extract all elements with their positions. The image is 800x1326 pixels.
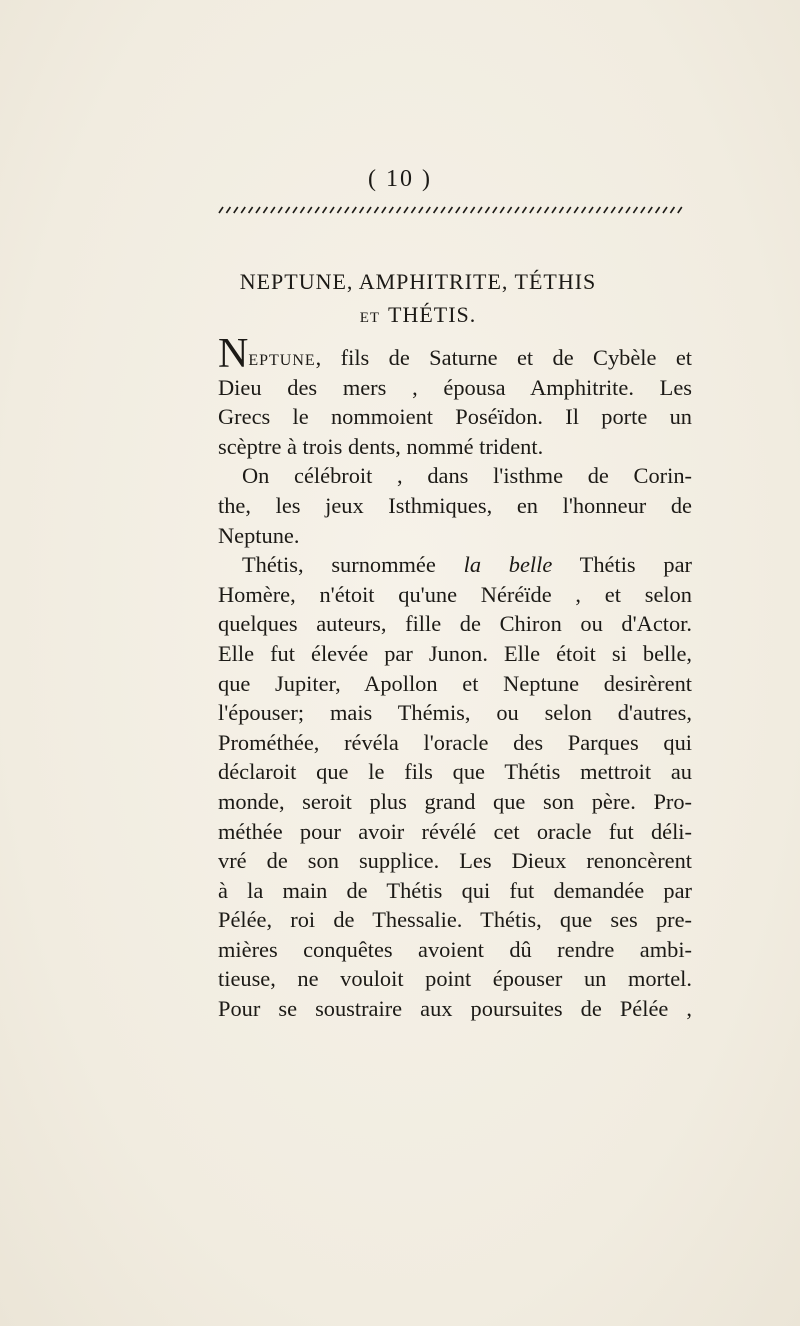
ornament-stroke <box>567 207 571 213</box>
ornament-stroke <box>367 207 371 213</box>
ornament-stroke <box>463 207 467 213</box>
ornament-stroke <box>663 207 667 213</box>
text-line: Homère, n'étoit qu'une Néréïde , et selon <box>218 581 692 607</box>
ornament-stroke <box>441 207 445 213</box>
text-line: mières conquêtes avoient dû rendre ambi- <box>218 936 692 962</box>
text-line: méthée pour avoir révélé cet oracle fut déli- <box>218 818 692 844</box>
text-line: Prométhée, révéla l'oracle des Parques qui <box>218 729 692 755</box>
text-fragment: , fils de Saturne et de Cybèle et <box>315 345 692 370</box>
ornament-stroke <box>670 207 674 213</box>
ornament-stroke <box>426 207 430 213</box>
italic-text: la belle <box>463 552 553 578</box>
ornamental-rule <box>217 206 687 214</box>
chapter-title-line2 <box>18 302 800 328</box>
text-line: à la main de Thétis qui fut demandée par <box>218 877 692 903</box>
text-fragment: Thétis, <box>242 552 332 578</box>
text-line <box>218 550 692 580</box>
ornament-stroke <box>345 207 349 213</box>
text-line: l'épouser; mais Thémis, ou selon d'autres, <box>218 700 692 726</box>
ornament-stroke <box>360 207 364 213</box>
ornament-stroke <box>448 207 452 213</box>
drop-cap: N <box>218 331 249 377</box>
ornament-stroke <box>678 207 682 213</box>
ornament-stroke <box>411 207 415 213</box>
ornament-stroke <box>596 207 600 213</box>
ornament-stroke <box>471 207 475 213</box>
ornament-stroke <box>337 207 341 213</box>
ornament-stroke <box>434 207 438 213</box>
chapter-title-line1: NEPTUNE, AMPHITRITE, TÉTHIS <box>239 269 597 294</box>
ornament-stroke <box>648 207 652 213</box>
ornament-stroke <box>485 207 489 213</box>
text-line: Dieu des mers , épousa Amphitrite. Les <box>218 374 692 400</box>
ornament-stroke <box>508 207 512 213</box>
ornament-stroke <box>522 207 526 213</box>
ornament-stroke <box>515 207 519 213</box>
ornament-stroke <box>493 207 497 213</box>
text-line: scèptre à trois dents, nommé trident. <box>218 433 544 459</box>
ornament-stroke <box>656 207 660 213</box>
ornament-stroke <box>323 207 327 213</box>
ornament-stroke <box>574 207 578 213</box>
title-et: ET <box>359 310 381 326</box>
ornament-stroke <box>633 207 637 213</box>
text-line <box>218 331 692 377</box>
ornament-stroke <box>293 207 297 213</box>
ornament-stroke <box>374 207 378 213</box>
ornament-stroke <box>271 207 275 213</box>
ornament-stroke <box>530 207 534 213</box>
ornament-stroke <box>382 207 386 213</box>
ornament-stroke <box>278 207 282 213</box>
ornament-stroke <box>537 207 541 213</box>
ornament-stroke <box>352 207 356 213</box>
ornament-stroke <box>559 207 563 213</box>
page-number: ( 10 ) <box>368 166 432 192</box>
ornament-stroke <box>604 207 608 213</box>
ornament-stroke <box>315 207 319 213</box>
text-line: Neptune. <box>218 522 300 548</box>
text-line: Grecs le nommoient Poséïdon. Il porte un <box>218 404 692 430</box>
ornament-stroke <box>241 207 245 213</box>
ornament-stroke <box>330 207 334 213</box>
ornament-stroke <box>582 207 586 213</box>
ornament-stroke <box>263 207 267 213</box>
title-thetis: THÉTIS. <box>388 302 477 327</box>
ornament-stroke <box>249 207 253 213</box>
ornament-stroke <box>641 207 645 213</box>
body-text <box>218 331 692 1024</box>
ornament-stroke <box>404 207 408 213</box>
text-fragment: Thétis par <box>552 552 692 578</box>
text-line: déclaroit que le fils que Thétis mettroit au <box>218 759 692 785</box>
ornament-stroke <box>478 207 482 213</box>
text-line: Pélée, roi de Thessalie. Thétis, que ses pre- <box>218 907 692 933</box>
text-line: vré de son supplice. Les Dieux renoncèrent <box>218 848 692 874</box>
text-line: Elle fut élevée par Junon. Elle étoit si belle, <box>218 640 692 666</box>
ornament-stroke <box>256 207 260 213</box>
text-line: monde, seroit plus grand que son père. Pro- <box>218 788 692 814</box>
text-line: quelques auteurs, fille de Chiron ou d'Actor. <box>218 611 692 637</box>
ornament-stroke <box>226 207 230 213</box>
ornament-stroke <box>219 207 223 213</box>
ornament-stroke <box>300 207 304 213</box>
ornament-stroke <box>234 207 238 213</box>
ornament-stroke <box>611 207 615 213</box>
ornament-stroke <box>419 207 423 213</box>
text-line: que Jupiter, Apollon et Neptune desirèrent <box>218 670 692 696</box>
ornament-stroke <box>397 207 401 213</box>
ornament-stroke <box>286 207 290 213</box>
ornament-stroke <box>389 207 393 213</box>
ornament-stroke <box>619 207 623 213</box>
ornament-stroke <box>308 207 312 213</box>
ornament-stroke <box>456 207 460 213</box>
ornament-stroke <box>589 207 593 213</box>
ornament-stroke <box>552 207 556 213</box>
ornament-stroke <box>500 207 504 213</box>
text-fragment: surnommée <box>331 552 464 578</box>
ornament-stroke <box>626 207 630 213</box>
text-line: tieuse, ne vouloit point épouser un mortel. <box>218 966 692 992</box>
text-line: On célébroit , dans l'isthme de Corin- <box>242 463 692 489</box>
text-line: the, les jeux Isthmiques, en l'honneur de <box>218 492 692 518</box>
smallcaps-word: eptune <box>248 345 316 370</box>
ornament-stroke <box>545 207 549 213</box>
text-line: Pour se soustraire aux poursuites de Pélée , <box>218 996 692 1022</box>
